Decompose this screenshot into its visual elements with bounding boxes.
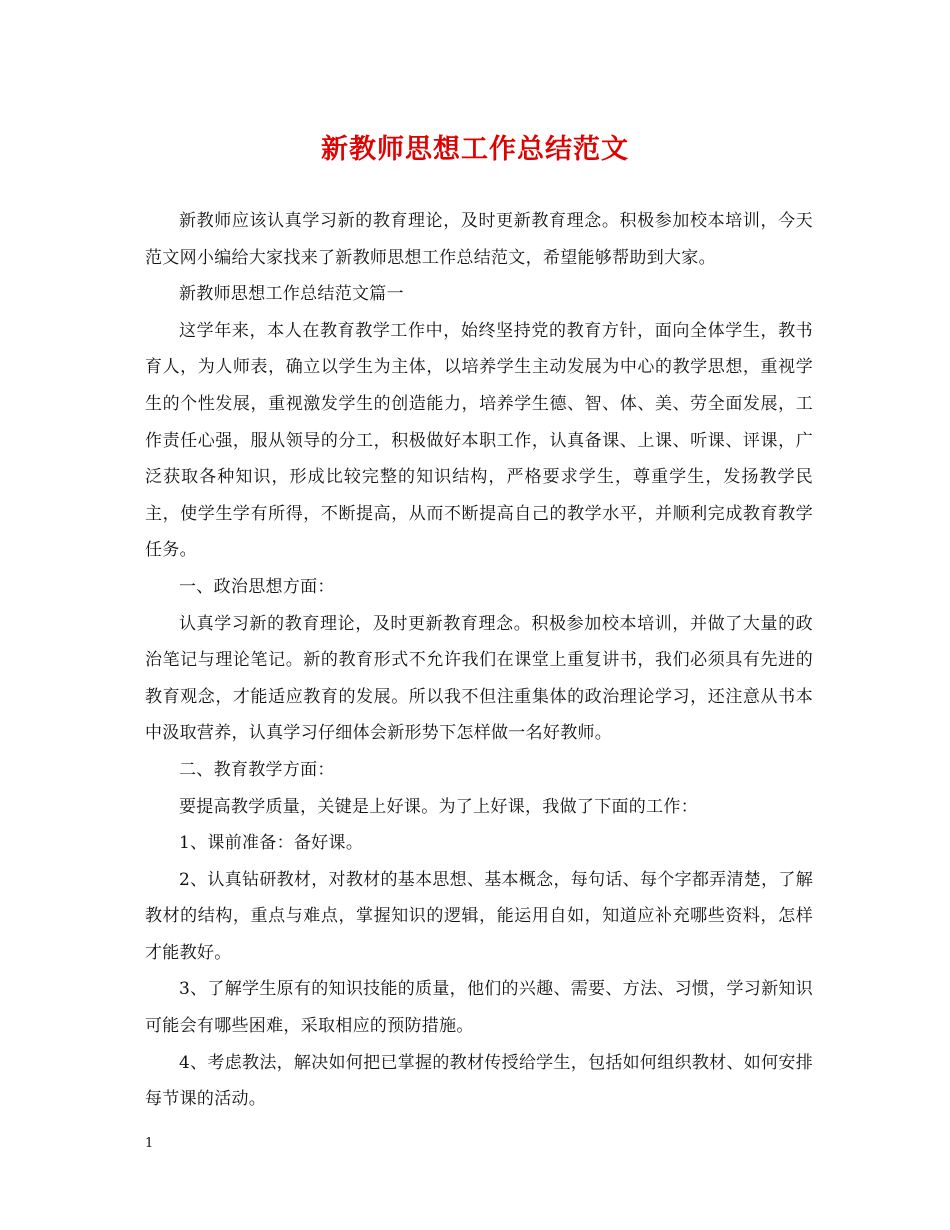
document-title: 新教师思想工作总结范文 — [321, 134, 629, 165]
list-item-2: 2、认真钻研教材，对教材的基本思想、基本概念，每句话、每个字都弄清楚，了解教材的结构，重点与难点，掌握知识的逻辑，能运用自如，知道应补充哪些资料，怎样才能教好。 — [145, 869, 813, 963]
list-item-4: 4、考虑教法，解决如何把已掌握的教材传授给学生，包括如何组织教材、如何安排每节课的活动。 — [145, 1052, 813, 1110]
paragraph-teaching-intro: 要提高教学质量，关键是上好课。为了上好课，我做了下面的工作： — [179, 796, 698, 817]
paragraph-intro: 新教师应该认真学习新的教育理论，及时更新教育理念。积极参加校本培训，今天范文网小编给大家找来了新教师思想工作总结范文，希望能够帮助到大家。 — [145, 211, 813, 268]
page-number: 1 — [145, 1136, 154, 1151]
list-item-1: 1、课前准备：备好课。 — [179, 833, 364, 854]
paragraph-political: 认真学习新的教育理论，及时更新教育理念。积极参加校本培训，并做了大量的政治笔记与理论笔记。新的教育形式不允许我们在课堂上重复讲书，我们必须具有先进的教育观念，才能适应教育的发展。所以我不但注重集体的政治理论学习，还注意从书本中汲取营养，认真学习仔细体会新形势下怎样做一名好教师。 — [145, 613, 813, 744]
paragraph-year-summary: 这学年来，本人在教育教学工作中，始终坚持党的教育方针，面向全体学生，教书育人，为人师表，确立以学生为主体，以培养学生主动发展为中心的教学思想，重视学生的个性发展，重视激发学生的创造能力，培养学生德、智、体、美、劳全面发展，工作责任心强，服从领导的分工，积极做好本职工作，认真备课、上课、听课、评课，广泛获取各种知识，形成比较完整的知识结构，严格要求学生，尊重学生，发扬教学民主，使学生学有所得，不断提高，从而不断提高自己的教学水平，并顺利完成教育教学任务。 — [145, 320, 813, 561]
section-heading-political: 一、政治思想方面： — [179, 576, 335, 597]
section-heading-article-one: 新教师思想工作总结范文篇一 — [179, 284, 404, 305]
document-body — [145, 203, 813, 1118]
section-heading-teaching: 二、教育教学方面： — [179, 759, 335, 780]
list-item-3: 3、了解学生原有的知识技能的质量，他们的兴趣、需要、方法、习惯，学习新知识可能会有哪些困难，采取相应的预防措施。 — [145, 979, 813, 1037]
